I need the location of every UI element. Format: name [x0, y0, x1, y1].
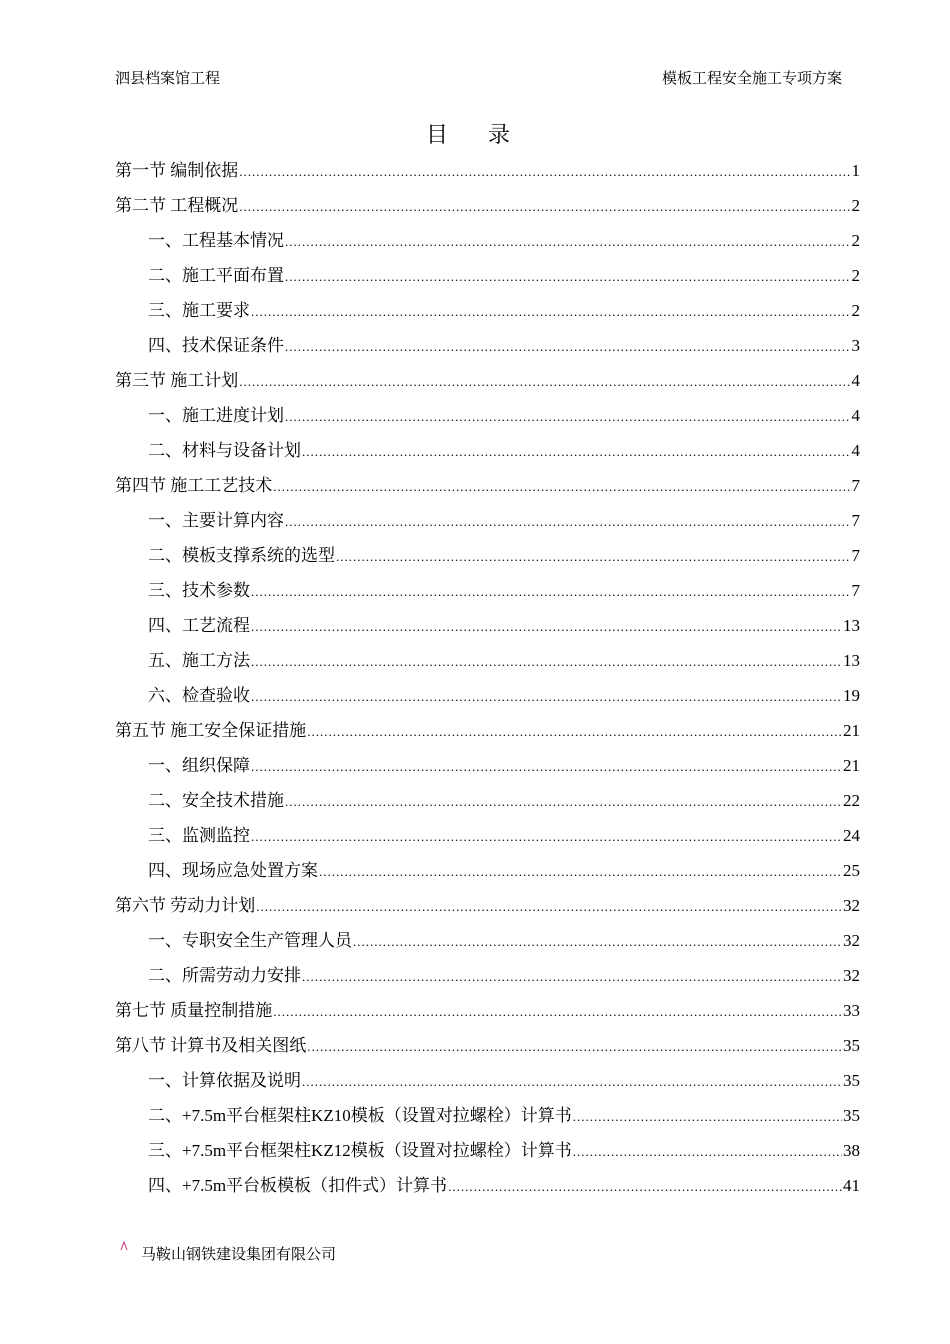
toc-entry-text: 第一节 编制依据 — [115, 161, 239, 180]
toc-subsection-entry[interactable] — [115, 538, 860, 573]
toc-section-entry[interactable] — [115, 468, 860, 503]
toc-page-number: 21 — [843, 721, 860, 740]
toc-entry-text: 一、计算依据及说明 — [148, 1071, 301, 1090]
toc-page-number: 19 — [843, 686, 860, 705]
toc-entry-text: 二、材料与设备计划 — [148, 441, 301, 460]
toc-entry-text: 第七节 质量控制措施 — [115, 1001, 273, 1020]
toc-subsection-entry[interactable] — [115, 608, 860, 643]
toc-dot-leader — [285, 784, 842, 819]
toc-page-number: 7 — [851, 581, 860, 600]
toc-page-number: 21 — [843, 756, 860, 775]
toc-entry-text: 四、+7.5m平台板模板（扣件式）计算书 — [148, 1176, 448, 1195]
toc-page-number: 7 — [851, 546, 860, 565]
toc-entry-text: 二、所需劳动力安排 — [148, 966, 301, 985]
toc-entry-text: 三、监测监控 — [148, 826, 250, 845]
toc-title: 目录 — [425, 122, 550, 147]
toc-dot-leader — [256, 889, 842, 924]
toc-page-number: 24 — [843, 826, 860, 845]
toc-entry-text: 第三节 施工计划 — [115, 371, 239, 390]
toc-subsection-entry[interactable] — [115, 503, 860, 538]
header-document-title: 模板工程安全施工专项方案 — [661, 71, 842, 87]
toc-subsection-entry[interactable] — [115, 853, 860, 888]
toc-page-number: 1 — [851, 161, 860, 180]
toc-entry-text: 二、模板支撑系统的选型 — [148, 546, 335, 565]
toc-entry-text: 六、检查验收 — [148, 686, 250, 705]
toc-subsection-entry[interactable] — [115, 433, 860, 468]
toc-dot-leader — [251, 819, 842, 854]
toc-page-number: 13 — [843, 651, 860, 670]
toc-subsection-entry[interactable] — [115, 678, 860, 713]
toc-subsection-entry[interactable] — [115, 328, 860, 363]
toc-page-number: 38 — [843, 1141, 860, 1160]
toc-dot-leader — [273, 469, 850, 504]
toc-dot-leader — [285, 259, 851, 294]
company-logo-icon — [120, 1241, 128, 1251]
toc-dot-leader — [239, 189, 850, 224]
toc-entry-text: 第五节 施工安全保证措施 — [115, 721, 307, 740]
toc-page-number: 35 — [843, 1106, 860, 1125]
toc-entry-text: 四、工艺流程 — [148, 616, 250, 635]
toc-dot-leader — [239, 154, 850, 189]
toc-entry-text: 四、现场应急处置方案 — [148, 861, 318, 880]
toc-subsection-entry[interactable] — [115, 818, 860, 853]
toc-page-number: 3 — [851, 336, 860, 355]
toc-page-number: 2 — [851, 301, 860, 320]
toc-section-entry[interactable] — [115, 713, 860, 748]
toc-dot-leader — [336, 539, 851, 574]
toc-dot-leader — [302, 959, 842, 994]
toc-dot-leader — [448, 1169, 842, 1204]
toc-dot-leader — [307, 1029, 842, 1064]
toc-dot-leader — [273, 994, 842, 1029]
toc-subsection-entry[interactable] — [115, 958, 860, 993]
toc-dot-leader — [307, 714, 842, 749]
toc-dot-leader — [573, 1134, 842, 1169]
toc-section-entry[interactable] — [115, 363, 860, 398]
toc-entry-text: 二、+7.5m平台框架柱KZ10模板（设置对拉螺栓）计算书 — [148, 1106, 572, 1125]
toc-entry-text: 一、主要计算内容 — [148, 511, 284, 530]
toc-page-number: 13 — [843, 616, 860, 635]
toc-dot-leader — [285, 329, 851, 364]
toc-page-number: 41 — [843, 1176, 860, 1195]
toc-subsection-entry[interactable] — [115, 398, 860, 433]
toc-dot-leader — [251, 294, 851, 329]
toc-page-number: 2 — [851, 196, 860, 215]
toc-subsection-entry[interactable] — [115, 573, 860, 608]
toc-page-number: 4 — [851, 441, 860, 460]
toc-subsection-entry[interactable] — [115, 923, 860, 958]
toc-entry-text: 第六节 劳动力计划 — [115, 896, 256, 915]
toc-dot-leader — [353, 924, 842, 959]
footer-company-name: 马鞍山钢铁建设集团有限公司 — [141, 1247, 337, 1263]
toc-dot-leader — [251, 609, 842, 644]
toc-entry-text: 一、工程基本情况 — [148, 231, 284, 250]
toc-dot-leader — [251, 749, 842, 784]
toc-page-number: 4 — [851, 406, 860, 425]
toc-entry-text: 一、组织保障 — [148, 756, 250, 775]
toc-page-number: 32 — [843, 896, 860, 915]
toc-page-number: 22 — [843, 791, 860, 810]
toc-subsection-entry[interactable] — [115, 293, 860, 328]
toc-page-number: 25 — [843, 861, 860, 880]
toc-page-number: 33 — [843, 1001, 860, 1020]
toc-entry-text: 一、专职安全生产管理人员 — [148, 931, 352, 950]
header-project-name: 泗县档案馆工程 — [115, 71, 221, 87]
toc-subsection-entry[interactable] — [115, 258, 860, 293]
toc-subsection-entry[interactable] — [115, 1168, 860, 1203]
toc-page-number: 35 — [843, 1036, 860, 1055]
toc-subsection-entry[interactable] — [115, 1063, 860, 1098]
toc-entry-text: 一、施工进度计划 — [148, 406, 284, 425]
toc-dot-leader — [573, 1099, 842, 1134]
toc-dot-leader — [285, 399, 851, 434]
toc-entry-text: 三、+7.5m平台框架柱KZ12模板（设置对拉螺栓）计算书 — [148, 1141, 572, 1160]
toc-subsection-entry[interactable] — [115, 1133, 860, 1168]
toc-entry-text: 三、施工要求 — [148, 301, 250, 320]
toc-subsection-entry[interactable] — [115, 223, 860, 258]
toc-entry-text: 三、技术参数 — [148, 581, 250, 600]
toc-page-number: 7 — [851, 476, 860, 495]
toc-section-entry[interactable] — [115, 188, 860, 223]
toc-section-entry[interactable] — [115, 153, 860, 188]
toc-dot-leader — [302, 1064, 842, 1099]
toc-page-number: 4 — [851, 371, 860, 390]
toc-dot-leader — [302, 434, 851, 469]
toc-subsection-entry[interactable] — [115, 783, 860, 818]
toc-section-entry[interactable] — [115, 993, 860, 1028]
toc-page-number: 35 — [843, 1071, 860, 1090]
toc-page-number: 2 — [851, 231, 860, 250]
toc-page-number: 7 — [851, 511, 860, 530]
toc-dot-leader — [251, 574, 851, 609]
toc-subsection-entry[interactable] — [115, 1098, 860, 1133]
toc-page-number: 32 — [843, 966, 860, 985]
toc-dot-leader — [251, 679, 842, 714]
toc-subsection-entry[interactable] — [115, 643, 860, 678]
toc-dot-leader — [251, 644, 842, 679]
toc-page-number: 32 — [843, 931, 860, 950]
toc-section-entry[interactable] — [115, 1028, 860, 1063]
toc-dot-leader — [285, 504, 851, 539]
toc-entry-text: 第四节 施工工艺技术 — [115, 476, 273, 495]
toc-subsection-entry[interactable] — [115, 748, 860, 783]
toc-entry-text: 二、安全技术措施 — [148, 791, 284, 810]
toc-entry-text: 第八节 计算书及相关图纸 — [115, 1036, 307, 1055]
toc-dot-leader — [319, 854, 842, 889]
toc-dot-leader — [239, 364, 850, 399]
toc-entry-text: 二、施工平面布置 — [148, 266, 284, 285]
toc-entry-text: 五、施工方法 — [148, 651, 250, 670]
toc-page-number: 2 — [851, 266, 860, 285]
toc-dot-leader — [285, 224, 851, 259]
toc-section-entry[interactable] — [115, 888, 860, 923]
toc-entry-text: 四、技术保证条件 — [148, 336, 284, 355]
toc-entry-text: 第二节 工程概况 — [115, 196, 239, 215]
table-of-contents — [115, 153, 860, 1203]
